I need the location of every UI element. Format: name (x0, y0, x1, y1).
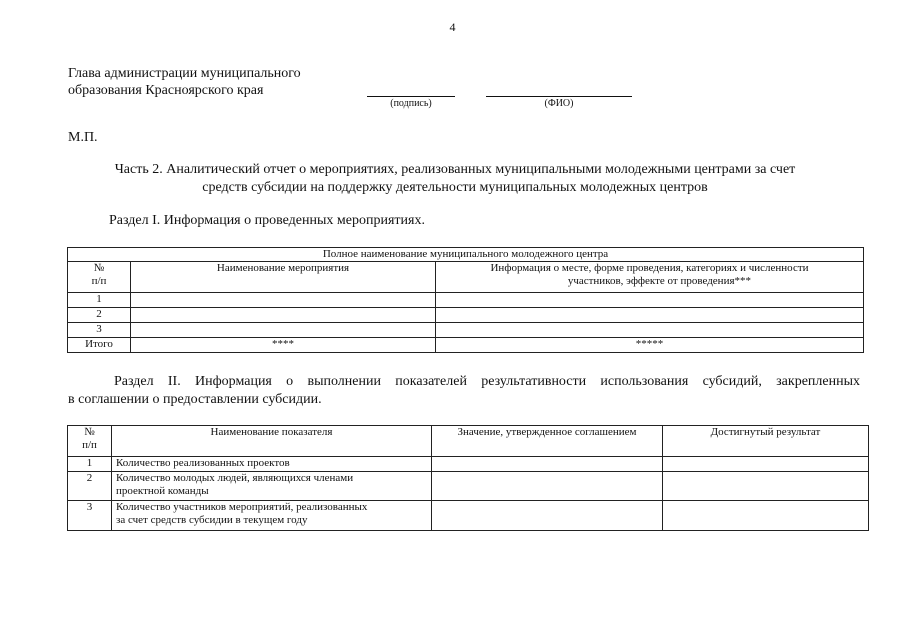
table-row-num: 2 (68, 308, 131, 323)
table-cell (436, 323, 864, 338)
table-row-num: 3 (68, 501, 112, 531)
table-row-num: 3 (68, 323, 131, 338)
table-cell (436, 293, 864, 308)
indicator-name: Количество молодых людей, являющихся членами проектной команды (112, 472, 432, 501)
table-row-num: 1 (68, 293, 131, 308)
head-title-line-1: Глава администрации муниципального (68, 66, 301, 81)
section1-title: Раздел I. Информация о проведенных мероприятиях. (109, 213, 425, 228)
part2-title-line-1: Часть 2. Аналитический отчет о мероприятиях, реализованных муниципальными молодежными центрами за счет (114, 162, 796, 177)
total-label: Итого (68, 338, 131, 353)
section2-title (68, 373, 860, 409)
header-event-info: Информация о месте, форме проведения, категориях и численности участников, эффекте от проведения*** (436, 262, 864, 293)
table-cell (436, 308, 864, 323)
center-full-name-header: Полное наименование муниципального молодежного центра (68, 248, 864, 262)
head-title-line-2: образования Красноярского края (68, 83, 264, 98)
total-event-info: ***** (436, 338, 864, 353)
stamp-place: М.П. (68, 130, 98, 145)
header-event-name: Наименование мероприятия (131, 262, 436, 293)
table-cell (131, 293, 436, 308)
fio-label: (ФИО) (544, 98, 574, 109)
header-indicator-name: Наименование показателя (112, 426, 432, 457)
signature-line (367, 96, 455, 97)
part2-title (60, 161, 850, 197)
indicators-table (67, 425, 869, 531)
header-achieved-result: Достигнутый результат (663, 426, 869, 457)
table-cell (432, 457, 663, 472)
total-event-name: **** (131, 338, 436, 353)
table-cell (432, 472, 663, 501)
indicator-name: Количество реализованных проектов (112, 457, 432, 472)
header-num: № п/п (68, 262, 131, 293)
table-cell (131, 323, 436, 338)
page-number: 4 (449, 20, 456, 34)
signature-label: (подпись) (390, 98, 432, 109)
events-table (67, 247, 864, 353)
table-cell (663, 457, 869, 472)
table-cell (131, 308, 436, 323)
fio-line (486, 96, 632, 97)
table-cell (432, 501, 663, 531)
table-row-num: 2 (68, 472, 112, 501)
table-row-num: 1 (68, 457, 112, 472)
table-cell (663, 472, 869, 501)
indicator-name: Количество участников мероприятий, реализованных за счет средств субсидии в текущем году (112, 501, 432, 531)
part2-title-line-2: средств субсидии на поддержку деятельности муниципальных молодежных центров (202, 180, 708, 195)
header-approved-value: Значение, утвержденное соглашением (432, 426, 663, 457)
section2-title-line-2: в соглашении о предоставлении субсидии. (68, 392, 322, 407)
header-num: № п/п (68, 426, 112, 457)
section2-title-line-1: Раздел II. Информация о выполнении показателей результативности использования субсидий, закрепленных (114, 374, 860, 389)
table-cell (663, 501, 869, 531)
